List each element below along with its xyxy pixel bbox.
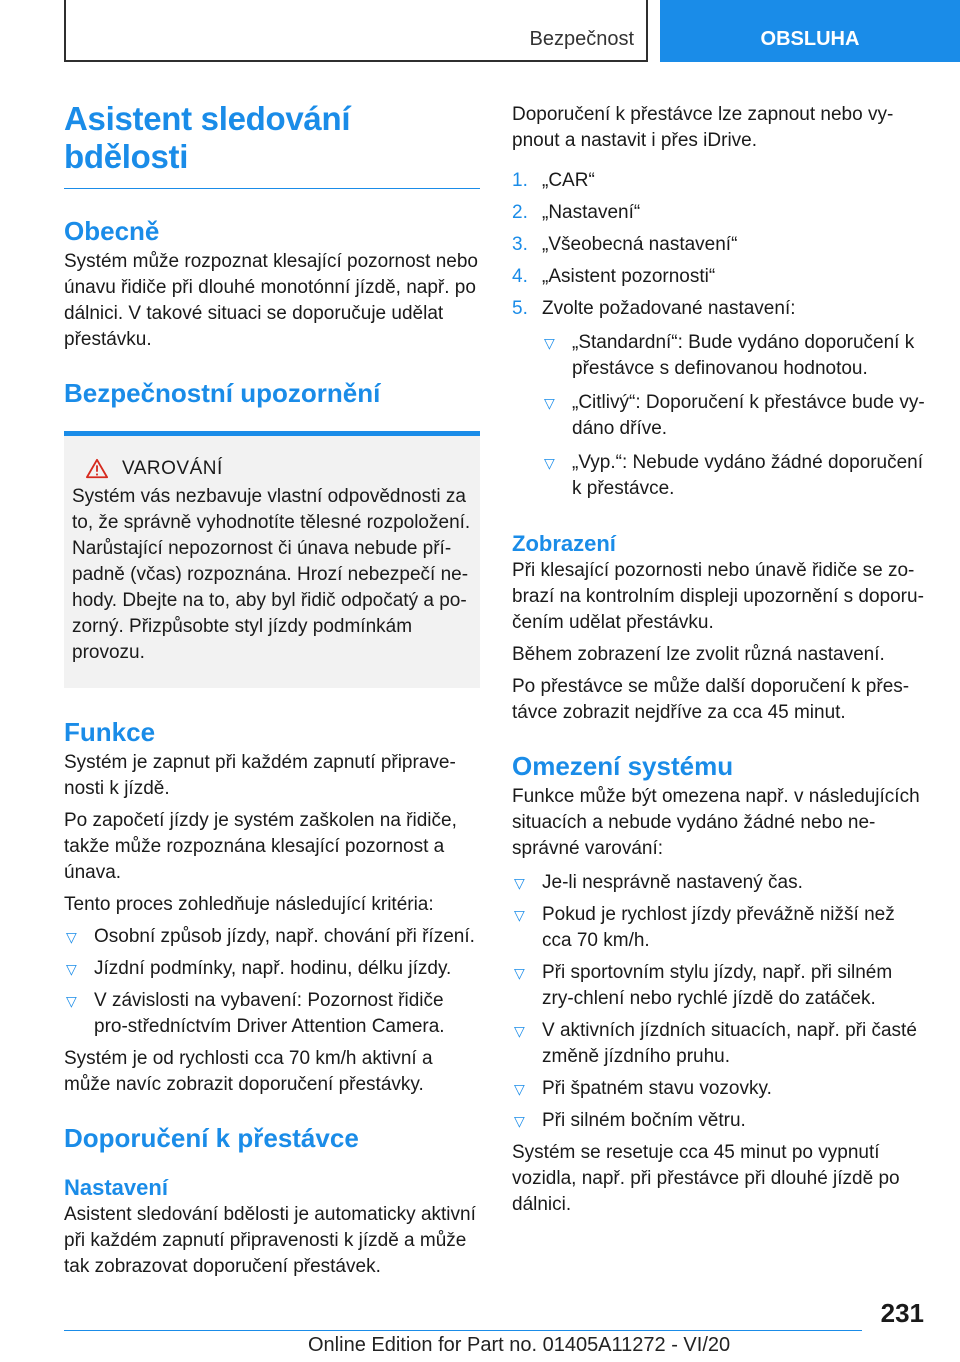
settings-heading: Nastavení [64,1175,168,1200]
right-column [512,102,928,1218]
limits-list [512,870,928,1134]
list-item: ▽ Při špatném stavu vozovky. [512,1076,928,1102]
general-text: Systém může rozpoznat klesající pozornost nebo únavu řidiče při dlouhé monotónní jízdě, např. po dálnici. V takové situaci se doporučuje udělat přestávku. [64,251,478,350]
warning-label: VAROVÁNÍ [122,458,223,479]
limits-heading: Omezení systému [512,751,734,781]
triangle-bullet-icon: ▽ [514,875,525,891]
footer-divider [64,1330,862,1331]
triangle-bullet-icon: ▽ [514,907,525,923]
warning-triangle-icon [86,458,108,480]
warning-box [64,431,480,688]
page-title: Asistent sledování bdělosti [64,100,480,189]
settings-text: Asistent sledování bdělosti je automaticky aktivní při každém zapnutí připravenosti k jízdě a může tak zobrazovat doporučení přestávek. [64,1204,476,1277]
display-text-3: Po přestávce se může další doporučení k přes-távce zobrazit nejdříve za cca 45 minut. [512,676,910,723]
list-item: 1. „CAR“ [512,170,595,191]
triangle-bullet-icon: ▽ [66,993,77,1009]
limits-intro: Funkce může být omezena např. v následujících situacích a nebude vydáno žádné nebo ne-správné varování: [512,786,920,859]
general-heading: Obecně [64,216,160,246]
limits-outro: Systém se resetuje cca 45 minut po vypnutí vozidla, např. při přestávce při dlouhé jízdě po dálnici. [512,1142,900,1215]
idrive-text: Doporučení k přestávce lze zapnout nebo vy-pnout a nastavit i přes iDrive. [512,104,894,151]
function-text-2: Po započetí jízdy je systém zaškolen na řidiče, takže může rozpoznána klesající pozornost a únava. [64,810,457,883]
function-text-3: Tento proces zohledňuje následující kritéria: [64,894,434,915]
list-item: ▽ Je-li nesprávně nastavený čas. [512,870,928,896]
list-item: ▽ Osobní způsob jízdy, např. chování při řízení. [64,924,480,950]
list-item: ▽ V aktivních jízdních situacích, např. při časté změně jízdního pruhu. [514,1020,917,1067]
list-item: 5. Zvolte požadované nastavení: ▽ „Standardní“: Bude vydáno doporučení k přestávce s definovanou hodnotou. ▽ „Citlivý“: Doporučení k přestávce bude vy-dáno dříve. ▽ „Vyp.“: Nebude vydáno žádné doporučení k přestávce. [512,296,928,502]
header-section-label: Bezpečnost [529,28,634,50]
footer-edition: Online Edition for Part no. 01405A11272 - VI/20 [308,1334,731,1356]
options-list [542,330,928,502]
triangle-bullet-icon: ▽ [544,335,555,351]
page-number: 231 [880,1298,924,1328]
list-item: ▽ Při silném bočním větru. [512,1108,928,1134]
triangle-bullet-icon: ▽ [514,965,525,981]
header-chapter-tab: OBSLUHA [660,0,960,62]
left-column [64,100,480,1280]
triangle-bullet-icon: ▽ [66,929,77,945]
triangle-bullet-icon: ▽ [544,395,555,411]
list-item: ▽ „Citlivý“: Doporučení k přestávce bude vy-dáno dříve. [544,392,925,439]
list-item: ▽ „Vyp.“: Nebude vydáno žádné doporučení k přestávce. [544,452,924,499]
list-item: ▽ „Standardní“: Bude vydáno doporučení k přestávce s definovanou hodnotou. [544,332,915,379]
list-item: ▽ Při sportovním stylu jízdy, např. při silném zry-chlení nebo rychlé jízdě do zatáček. [514,962,893,1009]
display-text-1: Při klesající pozornosti nebo únavě řidiče se zo-brazí na kontrolním displeji upozornění s doporu-čením udělat přestávku. [512,560,924,633]
display-text-2: Během zobrazení lze zvolit různá nastavení. [512,644,885,665]
list-item: 3. „Všeobecná nastavení“ [512,234,738,255]
criteria-list [64,924,480,1040]
function-text-1: Systém je zapnut při každém zapnutí připrave-nosti k jízdě. [64,752,456,799]
safety-heading: Bezpečnostní upozornění [64,378,381,408]
triangle-bullet-icon: ▽ [514,1023,525,1039]
list-item: ▽ V závislosti na vybavení: Pozornost řidiče pro-středníctvím Driver Attention Camera. [66,990,445,1037]
triangle-bullet-icon: ▽ [514,1081,525,1097]
triangle-bullet-icon: ▽ [514,1113,525,1129]
break-heading: Doporučení k přestávce [64,1123,359,1153]
function-text-4: Systém je od rychlosti cca 70 km/h aktivní a může navíc zobrazit doporučení přestávky. [64,1048,433,1095]
display-heading: Zobrazení [512,531,616,556]
warning-text: Systém vás nezbavuje vlastní odpovědnosti za to, že správně vyhodnotíte tělesné rozpoložení. Narůstající nepozornost či únava nebude pří-padně (včas) rozpoznána. Hrozí nebezpečí ne-hody. Dbejte na to, aby byl řidič odpočatý a po-zorný. Přizpůsobte styl jízdy podmínkám provozu. [72,486,471,663]
function-heading: Funkce [64,717,156,747]
list-item: 2. „Nastavení“ [512,202,641,223]
list-item: 4. „Asistent pozornosti“ [512,266,716,287]
idrive-steps [512,168,928,502]
list-item: ▽ Jízdní podmínky, např. hodinu, délku jízdy. [64,956,480,982]
list-item: ▽ Pokud je rychlost jízdy převážně nižší než cca 70 km/h. [514,904,895,951]
triangle-bullet-icon: ▽ [66,961,77,977]
triangle-bullet-icon: ▽ [544,455,555,471]
